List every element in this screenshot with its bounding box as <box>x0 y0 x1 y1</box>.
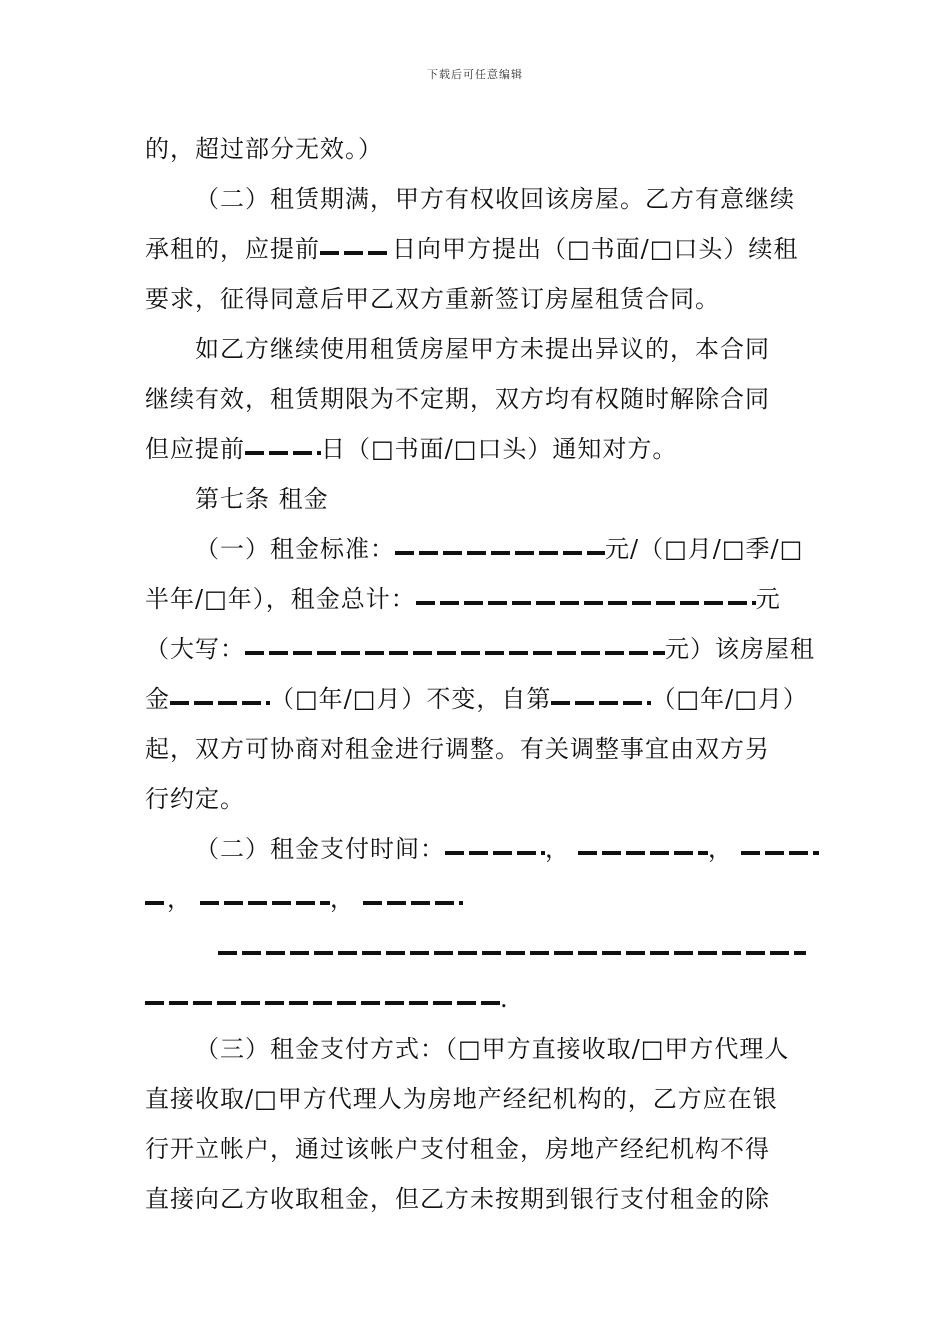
blank-field[interactable] <box>445 851 545 855</box>
paragraph-line: 行开立帐户，通过该帐户支付租金，房地产经纪机构不得 <box>145 1135 770 1163</box>
rent-standard-blank[interactable] <box>395 551 605 555</box>
paragraph-line: 行约定。 <box>145 785 245 813</box>
text-run: （□年/□月）不变，自第 <box>270 685 552 713</box>
paragraph-line: 继续有效，租赁期限为不定期，双方均有权随时解除合同 <box>145 385 770 413</box>
text-run: 元）该房屋租 <box>665 635 815 663</box>
paragraph-line <box>145 234 805 264</box>
page-header: 下载后可任意编辑 <box>427 68 523 81</box>
paragraph-line <box>145 584 805 614</box>
text-run: . <box>500 985 509 1013</box>
paragraph-line <box>145 634 815 664</box>
text-run: 元/（□月/□季/□ <box>605 535 804 563</box>
paragraph-line: 直接向乙方收取租金，但乙方未按期到银行支付租金的除 <box>145 1185 770 1213</box>
blank-field[interactable] <box>245 451 321 455</box>
rent-capital-blank[interactable] <box>245 651 665 655</box>
text-run: ， <box>167 885 192 913</box>
text-run: 日向甲方提出（□书面/□口头）续租 <box>392 235 799 263</box>
text-run: 但应提前 <box>145 435 245 463</box>
paragraph-line <box>145 684 808 714</box>
paragraph-line: 起，双方可协商对租金进行调整。有关调整事宜由双方另 <box>145 735 770 763</box>
text-run: 金 <box>145 685 170 713</box>
text-run: （二）租金支付时间： <box>195 835 445 863</box>
paragraph-line: （三）租金支付方式：（□甲方直接收取/□甲方代理人 <box>195 1035 790 1063</box>
blank-field[interactable] <box>200 901 330 905</box>
blank-field[interactable] <box>363 901 463 905</box>
blank-field[interactable] <box>578 851 708 855</box>
text-run: ， <box>330 885 355 913</box>
paragraph-line <box>145 984 805 1014</box>
text-run: 半年/□年），租金总计： <box>145 585 416 613</box>
text-run: 承租的，应提前 <box>145 235 320 263</box>
blank-line <box>218 934 808 964</box>
paragraph-line <box>195 534 855 564</box>
text-run: ， <box>545 835 570 863</box>
paragraph-line: 如乙方继续使用租赁房屋甲方未提出异议的，本合同 <box>195 335 770 363</box>
blank-field[interactable] <box>145 1001 500 1005</box>
text-run: 日（□书面/□口头）通知对方。 <box>321 435 678 463</box>
paragraph-line: （二）租赁期满，甲方有权收回该房屋。乙方有意继续 <box>195 185 795 213</box>
paragraph-line <box>145 884 805 914</box>
paragraph-line <box>195 834 855 864</box>
blank-field[interactable] <box>320 251 392 255</box>
blank-field[interactable] <box>218 951 806 955</box>
text-run: （大写： <box>145 635 245 663</box>
blank-field[interactable] <box>145 901 167 905</box>
rent-total-blank[interactable] <box>416 601 756 605</box>
text-run: （一）租金标准： <box>195 535 395 563</box>
text-run: ， <box>708 835 733 863</box>
text-run: 元 <box>755 585 781 613</box>
blank-field[interactable] <box>551 701 651 705</box>
blank-field[interactable] <box>741 851 819 855</box>
text-run: （□年/□月） <box>651 685 808 713</box>
article-heading: 第七条 租金 <box>195 485 329 513</box>
paragraph-line: 的，超过部分无效。） <box>145 135 383 163</box>
paragraph-line: 直接收取/□甲方代理人为房地产经纪机构的，乙方应在银 <box>145 1085 778 1113</box>
blank-field[interactable] <box>170 701 270 705</box>
paragraph-line: 要求，征得同意后甲乙双方重新签订房屋租赁合同。 <box>145 285 720 313</box>
paragraph-line <box>145 434 805 464</box>
